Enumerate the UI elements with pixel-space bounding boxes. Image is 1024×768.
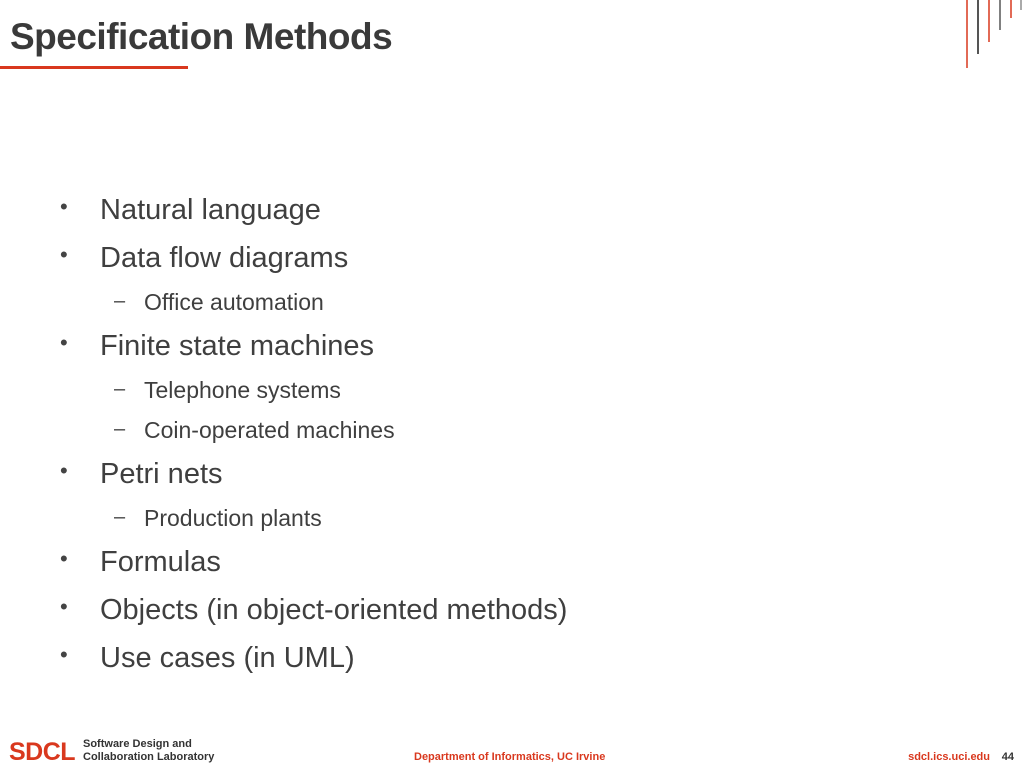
bullet-text: Natural language — [100, 193, 321, 226]
sub-bullet-item — [58, 498, 958, 538]
sub-bullet-item — [58, 282, 958, 322]
bullet-text: Production plants — [144, 504, 322, 531]
bullet-item — [58, 634, 958, 682]
sub-bullet-item — [58, 410, 958, 450]
title-underline — [0, 66, 188, 69]
slide-title: Specification Methods — [10, 16, 393, 57]
page-number: 44 — [1001, 751, 1014, 763]
bullet-text: Telephone systems — [144, 376, 341, 403]
dash-marker: – — [114, 506, 126, 528]
bullet-text: Formulas — [100, 545, 221, 578]
bullet-marker: • — [60, 594, 68, 619]
bullet-item — [58, 586, 958, 634]
bullet-text: Finite state machines — [100, 329, 375, 362]
bullet-text: Use cases (in UML) — [100, 641, 355, 674]
sub-bullet-item — [58, 370, 958, 410]
lab-name — [83, 738, 214, 764]
bullet-marker: • — [60, 458, 68, 483]
dash-marker: – — [114, 378, 126, 400]
bullet-item — [58, 322, 958, 370]
dash-marker: – — [114, 418, 126, 440]
department-label: Department of Informatics, UC Irvine — [414, 751, 606, 763]
bullet-text: Objects (in object-oriented methods) — [100, 593, 568, 626]
dash-marker: – — [114, 290, 126, 312]
bullet-text: Coin-operated machines — [144, 416, 395, 443]
bullet-text: Data flow diagrams — [100, 241, 349, 274]
bullet-text: Petri nets — [100, 457, 223, 490]
bullet-item — [58, 450, 958, 498]
bullet-marker: • — [60, 546, 68, 571]
lab-name-line1: Software Design and — [83, 738, 192, 750]
bullet-list — [58, 186, 958, 682]
lab-name-line2: Collaboration Laboratory — [83, 751, 215, 763]
bullet-text: Office automation — [144, 288, 324, 315]
sdcl-logo: SDCL — [9, 738, 76, 766]
bullet-item — [58, 234, 958, 282]
bullet-marker: • — [60, 642, 68, 667]
bullet-item — [58, 186, 958, 234]
bullet-marker: • — [60, 242, 68, 267]
bullet-marker: • — [60, 194, 68, 219]
bullet-marker: • — [60, 330, 68, 355]
footer-url: sdcl.ics.uci.edu — [908, 751, 990, 763]
bullet-item — [58, 538, 958, 586]
